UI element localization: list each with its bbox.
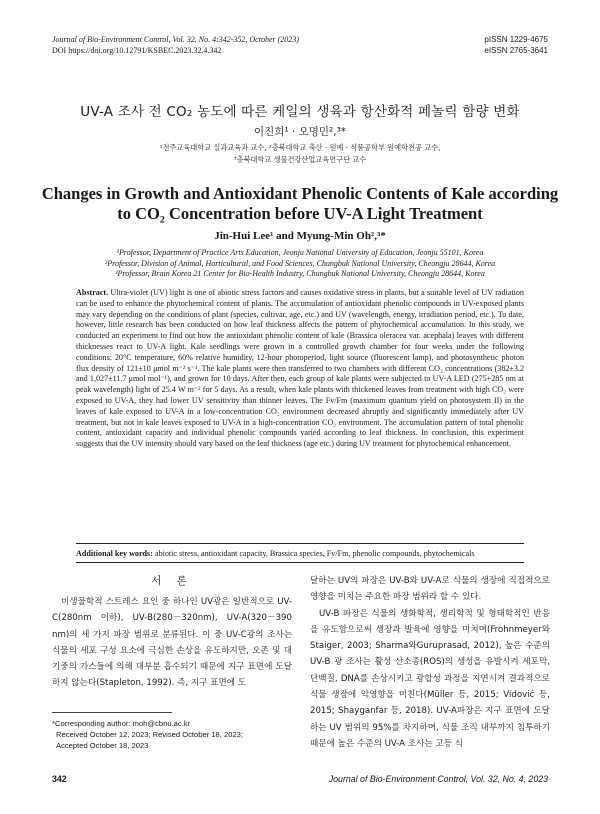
footer-journal: Journal of Bio-Environment Control, Vol. 32, No. 4, 2023 xyxy=(328,774,548,784)
korean-affiliation-1: ¹전주교육대학교 실과교육과 교수, ²충북대학교 축산 · 원예 · 식품공학부 원예학전공 교수, xyxy=(159,143,441,152)
section-heading-introduction: 서 론 xyxy=(151,575,193,587)
abstract xyxy=(76,288,524,450)
intro-col2-paragraph-1: 달하는 UV의 파장은 UV-B와 UV-A로 식물의 생장에 직접적으로 영향을 미치는 주요한 파장 범위라 할 수 있다. xyxy=(310,576,550,603)
english-affiliation-2: ²Professor, Division of Animal, Horticultural, and Food Sciences, Chungbuk National University, Cheongju 28644, Korea xyxy=(104,258,496,268)
citation-block xyxy=(52,34,299,56)
korean-authors: 이진희¹ · 오명민²,³* xyxy=(253,126,347,138)
korean-affiliations xyxy=(0,142,600,166)
intro-col2-paragraph-2: UV-B 파장은 식물의 생화학적, 생리학적 및 형태학적인 반응을 유도함으로써 생장과 발육에 영향을 미치며(Frohnmeyer와Staiger, 2003; Sharma와Guruprasad, 2012), 높은 수준의 UV-B 광 조사는 활성 산소종(ROS)의 생성을 유발시켜 세포막, 단백질, DNA를 손상시키고 광합성 과정을 지연시켜 결과적으로 식물 생장에 악영향을 미친다(Müller 등, 2015; Vidović 등, 2015; Shayganfar 등, 2018). UV-A파장은 지구 표면에 도달하는 UV 범위의 95%를 차지하며, 식물 조직 내부까지 침투하기 때문에 높은 수준의 UV-A 조사는 고등 식 xyxy=(310,608,550,749)
footnote-divider xyxy=(52,712,172,713)
abstract-label: Abstract. xyxy=(76,288,109,297)
abstract-text: Ultra-violet (UV) light is one of abiotic stress factors and causes oxidative stress in plants, but a suitable level of UV radiation can be used to enhance the phytochemical content of plants. The accumulation of antioxidant phenolic compounds in UV-exposed plants may vary depending on the conditions of plant (species, cultivar, age, etc.) and UV (wavelength, energy, irradiation period, etc.). To date, however, little research has been conducted on how leaf thickness affects the pattern of phytochemical accumulation. In this study, we conducted an experiment to find out how the antioxidant phenolic content of kale (Brassica oleracea var. acephala) leaves with different thicknesses react to UV-A light. Kale seedlings were grown in a controlled growth chamber for four weeks under the following conditions: 20°C temperature, 60% relative humidity, 12-hour photoperiod, light source (fluorescent lamp), and photosynthetic photon flux density of 121±10 μmol m⁻² s⁻¹. The kale plants were then transferred to two chambers with different CO₂ concentrations (382±3.2 and 1,027±11.7 μmol mol⁻¹), and grown for 10 days. After then, each group of kale plants were subjected to UV-A LED (275+285 nm at peak wavelength) light of 25.4 W m⁻² for 5 days. As a result, when kale plants with thickened leaves from treatment with high CO₂ were exposed to UV-A, they had lower UV sensitivity than thinner leaves. The Fv/Fm (maximum quantum yield on photosystem II) in the leaves of kale exposed to UV-A in a low-concentration CO₂ environment decreased abruptly and significantly immediately after UV treatment, but not in kale leaves exposed to UV-A in a high-concentration CO₂ environment. The accumulation pattern of total phenolic content, antioxidant capacity and individual phenolic compounds varied according to leaf thickness. In conclusion, this experiment suggests that the UV intensity should vary based on the leaf thickness (age etc.) during UV treatment for phytochemical enhancement. xyxy=(76,288,524,449)
received-dates: Received October 12, 2023; Revised October 18, 2023; xyxy=(56,730,244,739)
issn-block xyxy=(484,34,548,56)
english-affiliation-3: ³Professor, Brain Korea 21 Center for Bio-Health Industry, Chungbuk National University, Cheongju 28644, Korea xyxy=(115,269,485,278)
english-title-line-2: to CO₂ Concentration before UV-A Light Treatment xyxy=(117,204,483,223)
page-number: 342 xyxy=(52,774,67,784)
page-footer xyxy=(52,774,548,784)
korean-title: UV-A 조사 전 CO₂ 농도에 따른 케일의 생육과 항산화적 페놀릭 함량 변화 xyxy=(80,104,520,120)
korean-affiliation-2: ³충북대학교 생물건강산업교육연구단 교수 xyxy=(233,155,367,164)
english-title-line-1: Changes in Growth and Antioxidant Phenolic Contents of Kale according xyxy=(41,184,559,203)
intro-column-2 xyxy=(310,573,550,752)
journal-citation: Journal of Bio-Environment Control, Vol. 32, No. 4:342-352, October (2023) xyxy=(52,35,299,44)
accepted-date: Accepted October 18, 2023 xyxy=(56,741,149,750)
intro-column-1: 비생물학적 스트레스 요인 중 하나인 UV광은 일반적으로 UV-C(280nm 이하), UV-B(280－320nm), UV-A(320－390 nm)의 세 가지 파장 범위로 분류된다. 이 중 UV-C광의 조사는 식물의 세포 구성 요소에 극심한 손상을 유도하지만, 오존 및 대기중의 가스들에 의해 대부분 흡수되기 때문에 지구 표면에 도달하지 않는다(Stapleton, 1992). 즉, 지구 표면에 도 xyxy=(52,597,292,689)
english-authors: Jin-Hui Lee¹ and Myung-Min Oh²,³* xyxy=(214,230,386,242)
corresponding-author: *Corresponding author: moh@cbnu.ac.kr xyxy=(52,719,191,728)
abstract-divider xyxy=(76,543,524,544)
english-affiliations xyxy=(30,248,570,280)
keywords-divider xyxy=(76,562,524,563)
doi-line: DOI https://doi.org/10.12791/KSBEC.2023.32.4.342 xyxy=(52,46,222,55)
keywords-label: Additional key words: xyxy=(76,549,153,558)
english-title xyxy=(40,184,560,224)
pissn: pISSN 1229-4675 xyxy=(484,35,548,44)
footnote xyxy=(52,718,292,751)
page-header xyxy=(52,34,548,56)
english-affiliation-1: ¹Professor, Department of Practice Arts Education, Jeonju National University of Education, Jeonju 55101, Korea xyxy=(116,248,484,257)
keywords xyxy=(76,548,524,559)
eissn: eISSN 2765-3641 xyxy=(484,46,548,55)
keywords-text: abiotic stress, antioxidant capacity, Brassica species, Fv/Fm, phenolic compounds, phytochemicals xyxy=(154,549,475,558)
